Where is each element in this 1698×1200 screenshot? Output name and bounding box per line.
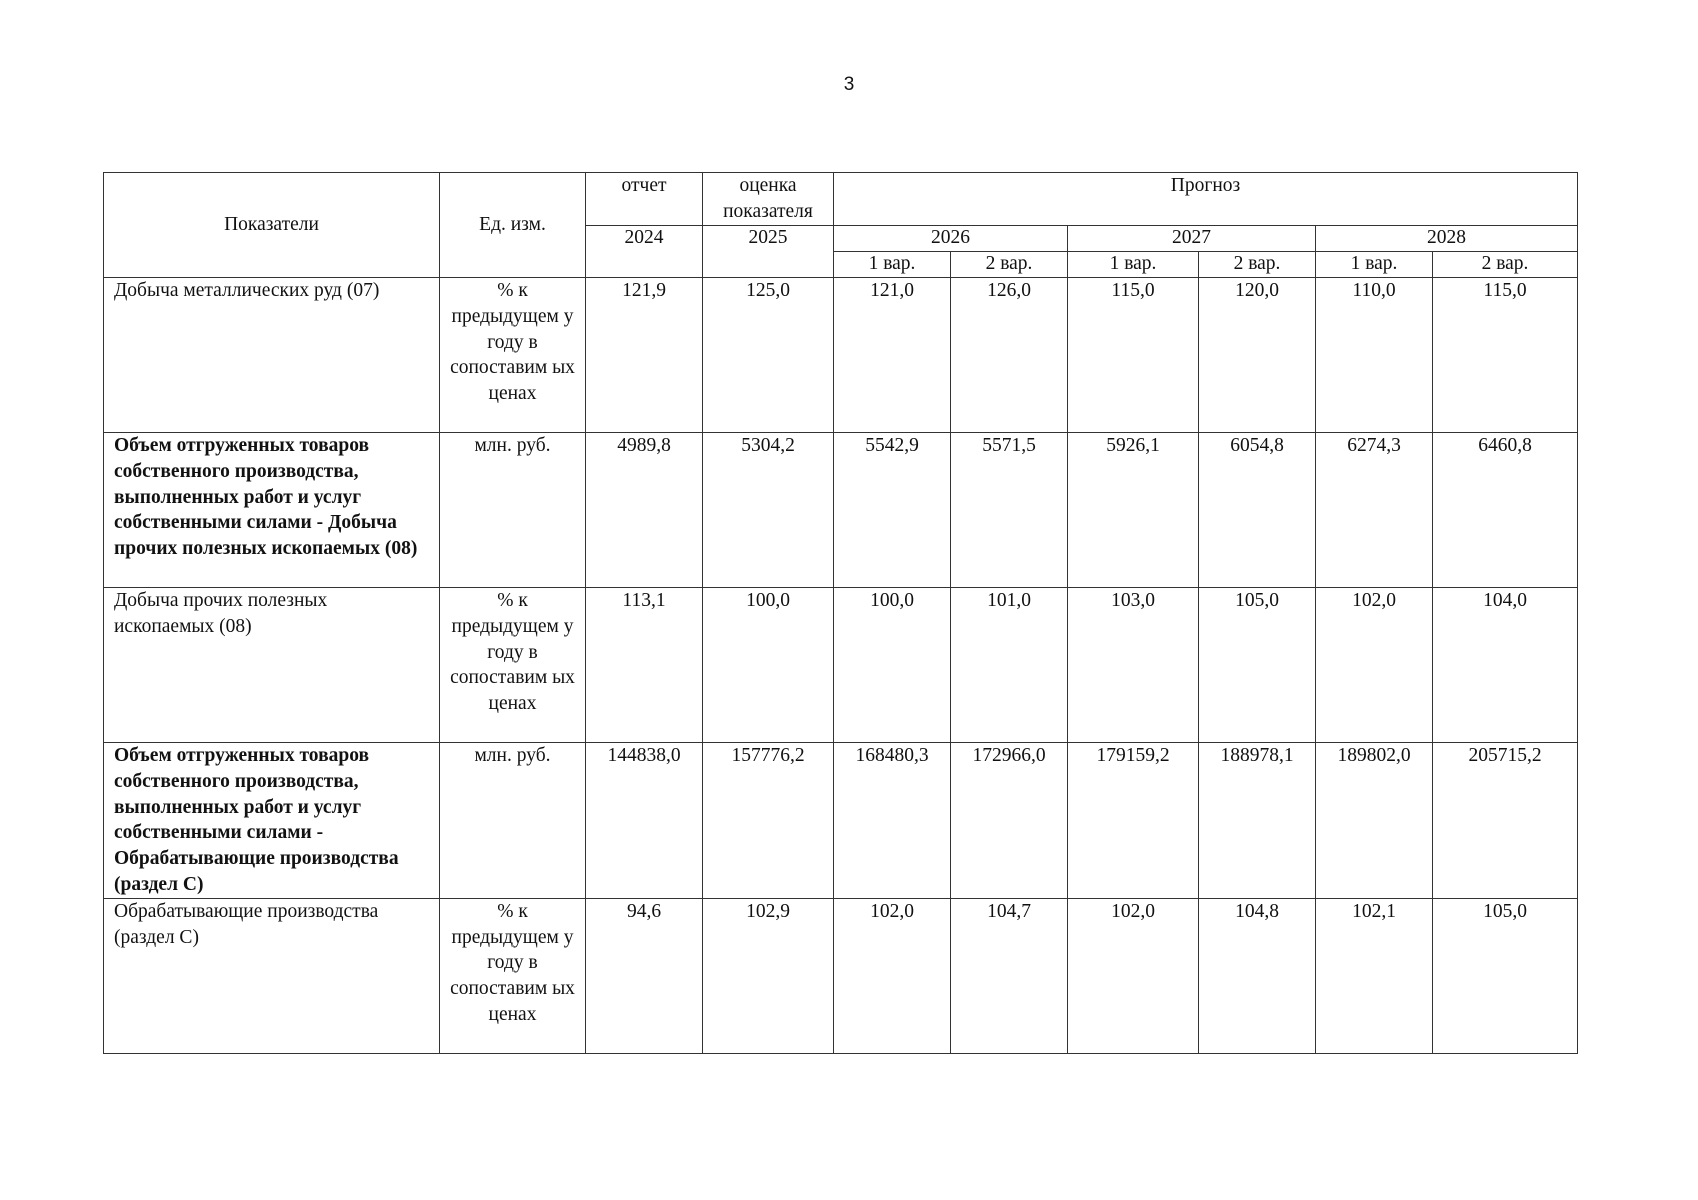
value-cell: 6274,3 [1316,433,1433,588]
table-row [104,278,1578,433]
value-cell: 121,9 [586,278,703,433]
value-cell: 5571,5 [951,433,1068,588]
row-unit: млн. руб. [440,433,586,588]
value-cell: 125,0 [703,278,834,433]
header-indicator: Показатели [104,173,440,278]
value-cell: 104,8 [1199,898,1316,1053]
value-cell: 101,0 [951,588,1068,743]
row-unit: % к предыдущем у году в сопоставим ых ценах [440,278,586,433]
value-cell: 102,1 [1316,898,1433,1053]
row-indicator-name: Добыча металлических руд (07) [104,278,440,433]
page-number: 3 [843,74,855,95]
header-year-2026: 2026 [834,226,1068,252]
value-cell: 115,0 [1068,278,1199,433]
header-estimate: оценка показателя [703,173,834,226]
table-row [104,433,1578,588]
value-cell: 179159,2 [1068,743,1199,899]
value-cell: 126,0 [951,278,1068,433]
header-year-2024: 2024 [586,226,703,278]
header-forecast: Прогноз [834,173,1578,226]
header-year-2025: 2025 [703,226,834,278]
value-cell: 102,9 [703,898,834,1053]
header-variant-2: 2 вар. [951,252,1068,278]
row-indicator-name: Обрабатывающие производства (раздел C) [104,898,440,1053]
value-cell: 100,0 [703,588,834,743]
value-cell: 110,0 [1316,278,1433,433]
value-cell: 189802,0 [1316,743,1433,899]
header-variant-2: 2 вар. [1433,252,1578,278]
value-cell: 104,7 [951,898,1068,1053]
value-cell: 94,6 [586,898,703,1053]
value-cell: 6054,8 [1199,433,1316,588]
header-variant-1: 1 вар. [1316,252,1433,278]
forecast-table [103,172,1578,1054]
row-indicator-name: Объем отгруженных товаров собственного производства, выполненных работ и услуг собственными силами - Добыча прочих полезных ископаемых (08) [104,433,440,588]
table-row [104,588,1578,743]
row-indicator-name: Добыча прочих полезных ископаемых (08) [104,588,440,743]
table-row [104,743,1578,899]
row-unit: % к предыдущем у году в сопоставим ых ценах [440,588,586,743]
value-cell: 157776,2 [703,743,834,899]
row-unit: млн. руб. [440,743,586,899]
value-cell: 6460,8 [1433,433,1578,588]
value-cell: 205715,2 [1433,743,1578,899]
value-cell: 168480,3 [834,743,951,899]
value-cell: 105,0 [1199,588,1316,743]
value-cell: 120,0 [1199,278,1316,433]
header-variant-1: 1 вар. [834,252,951,278]
value-cell: 188978,1 [1199,743,1316,899]
value-cell: 113,1 [586,588,703,743]
value-cell: 5304,2 [703,433,834,588]
value-cell: 121,0 [834,278,951,433]
header-year-2027: 2027 [1068,226,1316,252]
value-cell: 4989,8 [586,433,703,588]
value-cell: 5542,9 [834,433,951,588]
value-cell: 115,0 [1433,278,1578,433]
value-cell: 102,0 [1068,898,1199,1053]
value-cell: 102,0 [1316,588,1433,743]
header-report: отчет [586,173,703,226]
value-cell: 104,0 [1433,588,1578,743]
header-unit: Ед. изм. [440,173,586,278]
value-cell: 172966,0 [951,743,1068,899]
header-year-2028: 2028 [1316,226,1578,252]
header-variant-1: 1 вар. [1068,252,1199,278]
value-cell: 102,0 [834,898,951,1053]
value-cell: 144838,0 [586,743,703,899]
header-variant-2: 2 вар. [1199,252,1316,278]
row-unit: % к предыдущем у году в сопоставим ых ценах [440,898,586,1053]
table-row [104,898,1578,1053]
row-indicator-name: Объем отгруженных товаров собственного производства, выполненных работ и услуг собственными силами - Обрабатывающие производства (раздел C) [104,743,440,899]
value-cell: 100,0 [834,588,951,743]
value-cell: 5926,1 [1068,433,1199,588]
value-cell: 105,0 [1433,898,1578,1053]
value-cell: 103,0 [1068,588,1199,743]
